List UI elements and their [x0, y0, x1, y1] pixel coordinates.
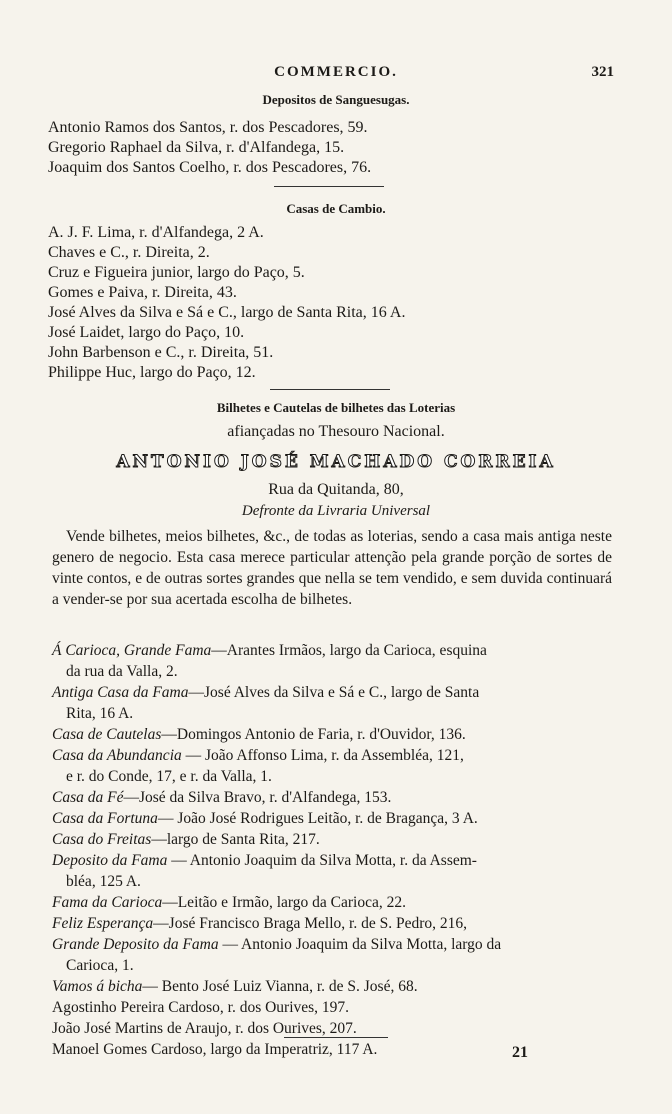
entry-text: —Arantes Irmãos, largo da Carioca, esquina: [211, 642, 487, 659]
entry-text: Manoel Gomes Cardoso, largo da Imperatriz, 117 A.: [52, 1041, 378, 1058]
lottery-entry: [52, 682, 612, 724]
list-item: A. J. F. Lima, r. d'Alfandega, 2 A.: [48, 224, 264, 241]
dealer-address-note: Defronte da Livraria Universal: [241, 503, 431, 519]
list-item: Antonio Ramos dos Santos, r. dos Pescadores, 59.: [48, 119, 368, 136]
entry-name: Casa da Abundancia: [52, 747, 182, 764]
entry-text: — João Affonso Lima, r. da Assembléa, 121,: [181, 747, 464, 764]
lottery-entry: [52, 640, 612, 682]
lottery-entry: [52, 1018, 612, 1039]
page-number: 321: [591, 64, 614, 80]
entry-continuation: da rua da Valla, 2.: [66, 663, 178, 680]
entry-continuation: Rita, 16 A.: [66, 705, 134, 722]
list-item: José Alves da Silva e Sá e C., largo de Santa Rita, 16 A.: [48, 304, 406, 321]
section-title-cambio: Casas de Cambio.: [286, 201, 386, 216]
list-item: Cruz e Figueira junior, largo do Paço, 5.: [48, 264, 305, 281]
list-item: José Laidet, largo do Paço, 10.: [48, 324, 245, 341]
entry-continuation: e r. do Conde, 17, e r. da Valla, 1.: [66, 768, 272, 785]
entry-text: —José Francisco Braga Mello, r. de S. Pedro, 216,: [153, 915, 468, 932]
entry-name: Casa do Freitas: [52, 831, 152, 848]
entry-continuation: Carioca, 1.: [66, 957, 134, 974]
signature-mark: 21: [512, 1044, 528, 1061]
entry-name: Á Carioca, Grande Fama: [52, 642, 212, 659]
divider: [284, 1037, 388, 1038]
entry-name: Feliz Esperança: [52, 915, 154, 932]
lottery-entry: [52, 808, 612, 829]
entry-name: Casa da Fé: [52, 789, 124, 806]
entry-text: —José Alves da Silva e Sá e C., largo de Santa: [188, 684, 480, 701]
divider: [274, 186, 384, 187]
divider: [270, 389, 390, 390]
running-head: COMMERCIO.: [274, 64, 398, 80]
entry-text: —José da Silva Bravo, r. d'Alfandega, 153.: [123, 789, 392, 806]
entry-text: João José Martins de Araujo, r. dos Ourives, 207.: [52, 1020, 357, 1037]
section-subtitle: afiançadas no Thesouro Nacional.: [227, 423, 445, 440]
lottery-entry: [52, 724, 612, 745]
entry-text: — Antonio Joaquim da Silva Motta, largo da: [218, 936, 502, 953]
lottery-entry: [52, 976, 612, 997]
lottery-entry: [52, 1039, 612, 1060]
entry-name: Antiga Casa da Fama: [52, 684, 189, 701]
entry-text: — Bento José Luiz Vianna, r. de S. José, 68.: [142, 978, 418, 995]
entry-name: Casa de Cautelas: [52, 726, 162, 743]
lottery-entry: [52, 892, 612, 913]
entry-name: Vamos á bicha: [52, 978, 143, 995]
lottery-entry: [52, 745, 612, 787]
section-title-loterias: Bilhetes e Cautelas de bilhetes das Loterias: [216, 400, 456, 415]
list-item: Gregorio Raphael da Silva, r. d'Alfandega, 15.: [48, 139, 345, 156]
list-item: Chaves e C., r. Direita, 2.: [48, 244, 210, 261]
lottery-entry: [52, 829, 612, 850]
list-item: John Barbenson e C., r. Direita, 51.: [48, 344, 274, 361]
entry-name: Casa da Fortuna: [52, 810, 158, 827]
section-title-sanguesugas: Depositos de Sanguesugas.: [262, 92, 410, 107]
entry-text: —largo de Santa Rita, 217.: [151, 831, 320, 848]
dealer-paragraph: Vende bilhetes, meios bilhetes, &c., de todas as loterias, sendo a casa mais antiga neste genero de negocio. Esta casa merece particular attenção pela grande porção de sortes de vinte contos, e de outras sortes grandes que nella se tem vendido, e sem duvida continuará a vender-se por sua acertada escolha de bilhetes.: [52, 528, 612, 608]
entry-text: —Leitão e Irmão, largo da Carioca, 22.: [162, 894, 406, 911]
entry-continuation: bléa, 125 A.: [66, 873, 141, 890]
entry-text: — Antonio Joaquim da Silva Motta, r. da Assem-: [167, 852, 477, 869]
dealer-address: Rua da Quitanda, 80,: [268, 481, 404, 498]
entry-text: Agostinho Pereira Cardoso, r. dos Ourives, 197.: [52, 999, 350, 1016]
list-item: Philippe Huc, largo do Paço, 12.: [48, 364, 256, 381]
lottery-entry: [52, 787, 612, 808]
lottery-entry: [52, 850, 612, 892]
list-item: Joaquim dos Santos Coelho, r. dos Pescadores, 76.: [48, 159, 372, 176]
entry-text: —Domingos Antonio de Faria, r. d'Ouvidor, 136.: [161, 726, 466, 743]
dealer-banner: ANTONIO JOSÉ MACHADO CORREIA: [116, 452, 556, 472]
entry-name: Fama da Carioca: [52, 894, 163, 911]
entry-name: Grande Deposito da Fama: [52, 936, 219, 953]
list-item: Gomes e Paiva, r. Direita, 43.: [48, 284, 237, 301]
entry-name: Deposito da Fama: [52, 852, 168, 869]
entry-text: — João José Rodrigues Leitão, r. de Bragança, 3 A.: [157, 810, 478, 827]
lottery-entry: [52, 934, 612, 976]
lottery-entry: [52, 997, 612, 1018]
lottery-entry: [52, 913, 612, 934]
